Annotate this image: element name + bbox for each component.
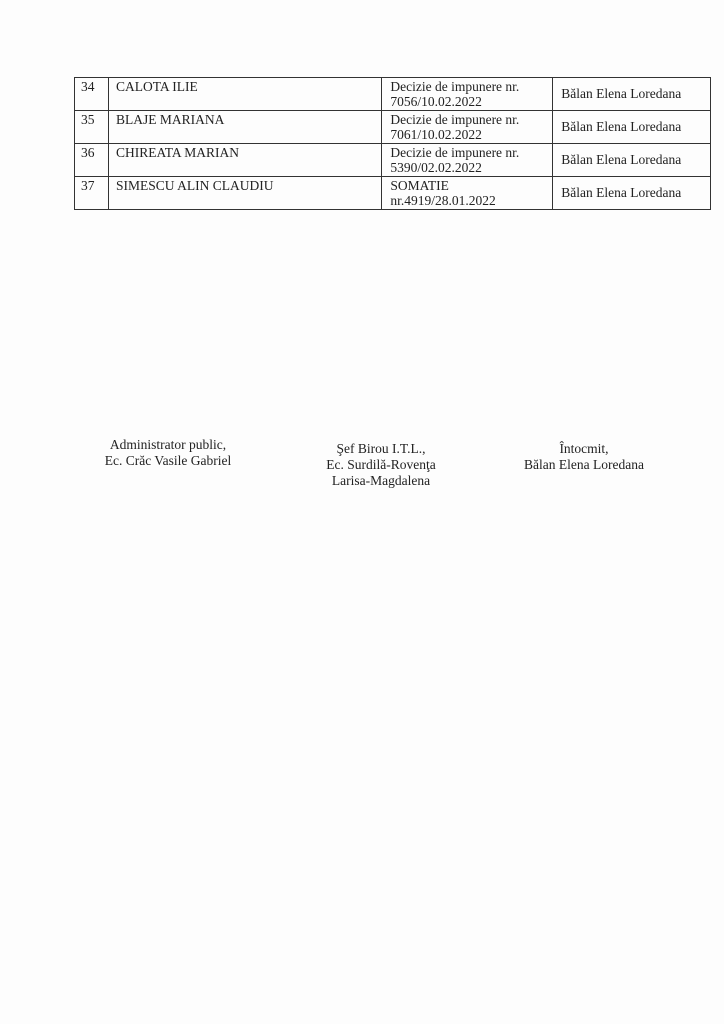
document-reference (382, 78, 553, 111)
row-number: 37 (75, 177, 109, 210)
signature-name: Bălan Elena Loredana (524, 457, 644, 472)
signature-name: Ec. Crăc Vasile Gabriel (104, 453, 232, 468)
table-row (75, 144, 711, 177)
responsible-person: Bălan Elena Loredana (553, 177, 711, 210)
table-row (75, 78, 711, 111)
signature-sef-birou (296, 441, 466, 489)
person-name: SIMESCU ALIN CLAUDIU (108, 177, 381, 210)
document-number: 7056/10.02.2022 (390, 94, 482, 109)
responsible-person: Bălan Elena Loredana (553, 111, 711, 144)
records-table (74, 77, 711, 210)
document-type: SOMATIE (390, 178, 449, 193)
document-type: Decizie de impunere nr. (390, 112, 520, 127)
row-number: 36 (75, 144, 109, 177)
person-name: CALOTA ILIE (108, 78, 381, 111)
signature-name: Ec. Surdilă-Rovenţa (326, 457, 436, 472)
signature-title: Întocmit, (559, 441, 609, 456)
row-number: 34 (75, 78, 109, 111)
row-number: 35 (75, 111, 109, 144)
signature-title: Şef Birou I.T.L., (336, 441, 426, 456)
document-number: nr.4919/28.01.2022 (390, 193, 496, 208)
signature-name: Larisa-Magdalena (331, 473, 431, 488)
person-name: BLAJE MARIANA (108, 111, 381, 144)
document-number: 5390/02.02.2022 (390, 160, 482, 175)
document-number: 7061/10.02.2022 (390, 127, 482, 142)
responsible-person: Bălan Elena Loredana (553, 144, 711, 177)
signature-title: Administrator public, (109, 437, 227, 452)
document-type: Decizie de impunere nr. (390, 79, 520, 94)
signature-administrator (80, 437, 256, 469)
signature-intocmit (504, 441, 664, 473)
document-type: Decizie de impunere nr. (390, 145, 520, 160)
table-row (75, 177, 711, 210)
table-row (75, 111, 711, 144)
responsible-person: Bălan Elena Loredana (553, 78, 711, 111)
person-name: CHIREATA MARIAN (108, 144, 381, 177)
document-reference (382, 111, 553, 144)
document-reference (382, 144, 553, 177)
document-reference (382, 177, 553, 210)
